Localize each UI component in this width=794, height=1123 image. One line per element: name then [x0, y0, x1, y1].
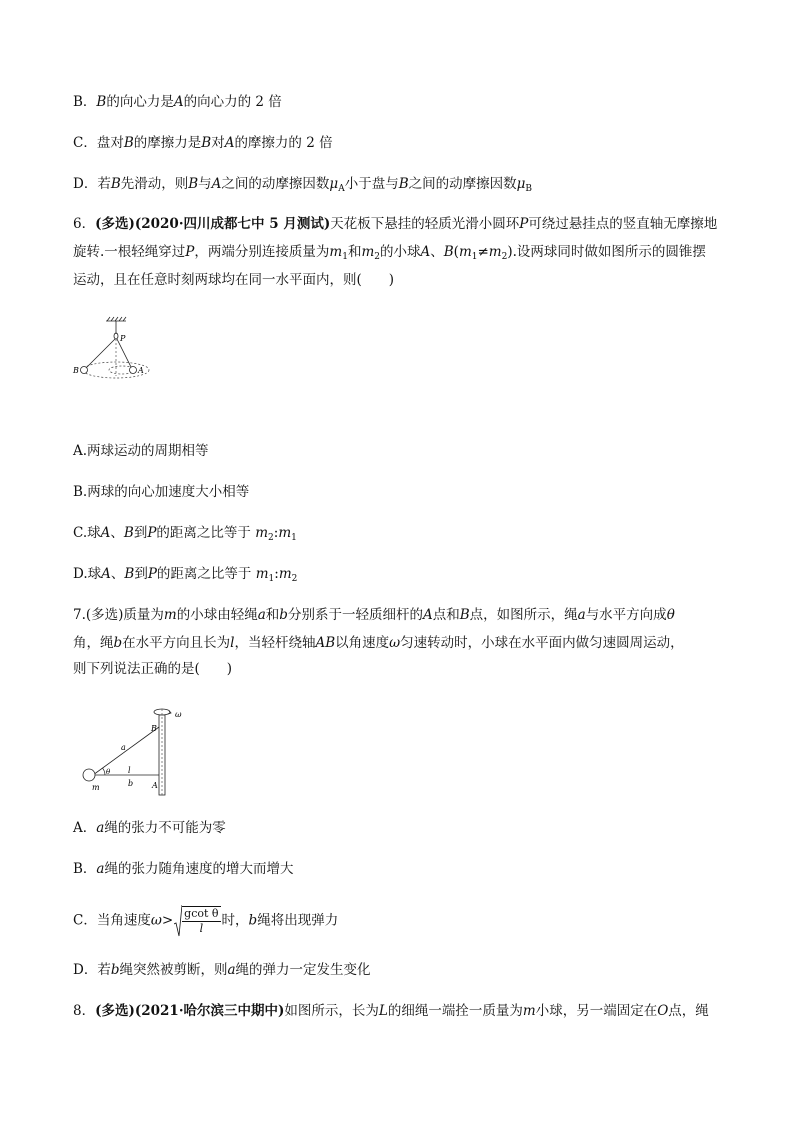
- q7-stem-line1: 7.(多选)质量为m的小球由轻绳a和b分别系于一轻质细杆的A点和B点，如图所示，绳a与水平方向成θ: [73, 607, 675, 623]
- q7-option-b: B．a绳的张力随角速度的增大而增大: [73, 861, 294, 877]
- string-a: [93, 727, 159, 775]
- q7-option-d: D．若b绳突然被剪断，则a绳的弹力一定发生变化: [73, 962, 371, 978]
- label-m: m: [92, 783, 100, 792]
- q7-stem-line2: 角，绳b在水平方向且长为l，当轻杆绕轴AB以角速度ω匀速转动时，小球在水平面内做匀速圆周运动，: [73, 635, 684, 651]
- q8-stem-line1: 8．(多选)(2021·哈尔滨三中期中)如图所示，长为L的细绳一端拴一质量为m小球，另一端固定在O点，绳: [73, 1003, 709, 1019]
- label-p: P: [120, 334, 126, 343]
- ceiling-hatch: [106, 317, 126, 321]
- q6-option-a: A.两球运动的周期相等: [73, 443, 209, 459]
- label-a: A: [138, 366, 144, 375]
- q6-option-b: B.两球的向心加速度大小相等: [73, 484, 250, 500]
- string-to-b: [85, 339, 115, 369]
- ball-a: [130, 367, 137, 374]
- q6-stem-line1: 6．(多选)(2020·四川成都七中 5 月测试)天花板下悬挂的轻质光滑小圆环P可绕过悬挂点的竖直轴无摩擦地: [73, 216, 718, 232]
- label-b: B: [73, 366, 79, 375]
- radical-sign: [174, 904, 182, 938]
- q5-option-b: B．B的向心力是A的向心力的 2 倍: [73, 94, 282, 110]
- q6-option-d: D.球A、B到P的距离之比等于 $m_1:m_2$: [73, 566, 298, 584]
- string-to-a: [117, 339, 132, 369]
- label-a-string: a: [121, 743, 126, 752]
- q7-rotating-rod-figure: [72, 705, 202, 801]
- label-omega: ω: [175, 710, 182, 719]
- q5-option-c: C．盘对B的摩擦力是B对A的摩擦力的 2 倍: [73, 135, 333, 151]
- q7-option-a: A．a绳的张力不可能为零: [73, 820, 226, 836]
- label-b-point: B: [151, 724, 157, 733]
- q6-stem-line3: 运动，且在任意时刻两球均在同一水平面内，则( ): [73, 272, 395, 288]
- sqrt-expression: $\frac{\text{gcot θ}}{l}$: [174, 904, 220, 938]
- q6-option-c: C.球A、B到P的距离之比等于 $m_2:m_1$: [73, 525, 297, 543]
- q6-stem-line2: 旋转.一根轻绳穿过P，两端分别连接质量为$m_1$和$m_2$的小球A、$B(m_1\ne m_2)$.设两球同时做如图所示的圆锥摆: [73, 244, 706, 262]
- label-theta: θ: [106, 768, 111, 776]
- angle-arc: [103, 768, 106, 775]
- q7-option-c: C．当角速度ω> $\frac{\text{gcot θ}}{l}$ 时，b绳将出现弹力: [73, 904, 338, 938]
- ball-b: [81, 367, 88, 374]
- label-b-string: b: [128, 779, 134, 788]
- q7-stem-line3: 则下列说法正确的是( ): [73, 661, 233, 677]
- ball-m: [83, 769, 95, 781]
- label-a-point: A: [152, 781, 158, 790]
- q5-option-d: D．若B先滑动，则B与A之间的动摩擦因数$\mu_A$小于盘与B之间的动摩擦因数$\mu_B$: [73, 176, 533, 194]
- label-l: l: [128, 766, 131, 775]
- q6-conical-pendulum-figure: [70, 312, 170, 412]
